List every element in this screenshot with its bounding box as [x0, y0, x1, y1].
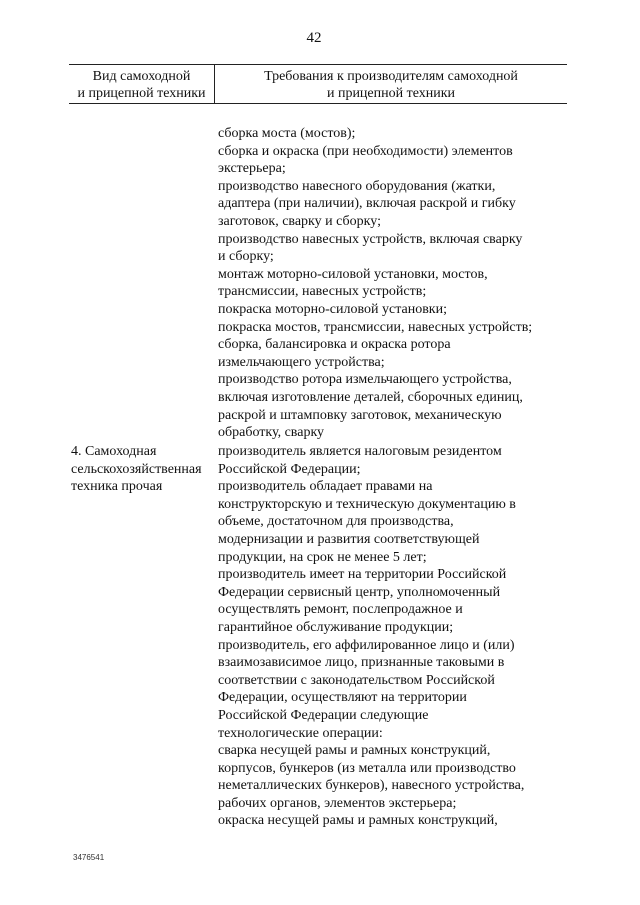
document-id: 3476541 [73, 853, 105, 862]
vehicle-category-label: 4. Самоходная сельскохозяйственная техника прочая [71, 444, 202, 495]
requirements-continuation: сборка моста (мостов); сборка и окраска (при необходимости) элементов экстерьера; производство навесного оборудования (жатки, адаптера (при наличии), включая раскрой и гибку заготовок, сварку и сборку; производство навесных устройств, включая сварку и сборку; монтаж моторно-силовой установки, мостов, трансмиссии, навесных устройств; покраска моторно-силовой установки; покраска мостов, трансмиссии, навесных устройств; сборка, балансировка и окраска ротора измельчающего устройства; производство ротора измельчающего устройства, включая изготовление деталей, сборочных единиц, раскрой и штамповку заготовок, механическую обработку, сварку [218, 126, 533, 441]
page-number: 42 [306, 30, 322, 46]
header-manufacturer-requirements: Требования к производителям самоходной и прицепной техники [264, 69, 518, 101]
header-vehicle-type: Вид самоходной и прицепной техники [77, 69, 206, 101]
vehicle-category-requirements: производитель является налоговым резидентом Российской Федерации; производитель обладает правами на конструкторскую и техническую документацию в объеме, достаточном для производства, модернизации и развития соответствующей продукции, на срок не менее 5 лет; производитель имеет на территории Российской Федерации сервисный центр, уполномоченный осуществлять ремонт, послепродажное и гарантийное обслуживание продукции; производитель, его аффилированное лицо и (или) взаимозависимое лицо, признанные таковыми в соответствии с законодательством Российской Федерации, осуществляют на территории Российской Федерации следующие технологические операции: сварка несущей рамы и рамных конструкций, корпусов, бункеров (из металла или производство неметаллических бункеров), навесного устройства, рабочих органов, элементов экстерьера; окраска несущей рамы и рамных конструкций, [218, 444, 525, 829]
table-header [69, 64, 567, 104]
